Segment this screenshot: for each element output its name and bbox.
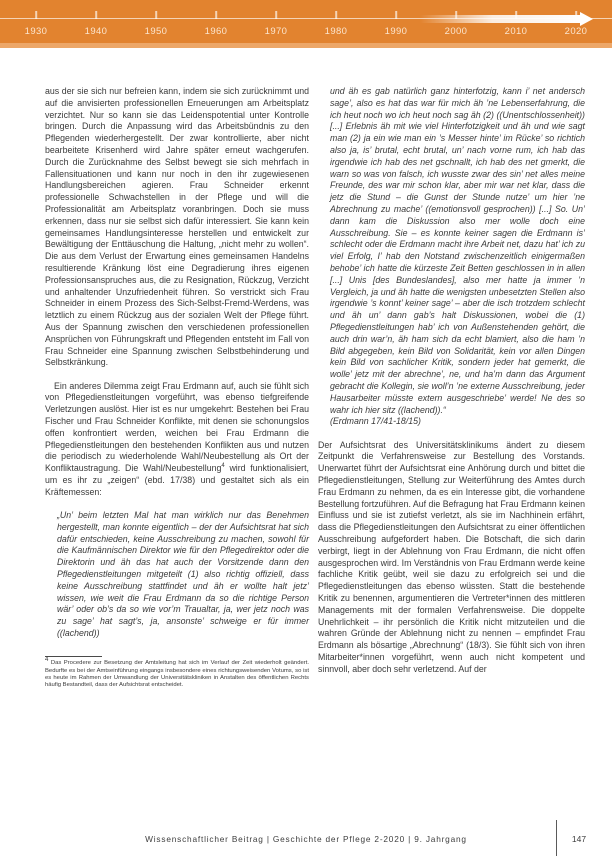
journal-footer-text: Wissenschaftlicher Beitrag | Geschichte der Pflege 2-2020 | 9. Jahrgang	[145, 834, 467, 844]
timeline-year-label: 1970	[264, 26, 288, 37]
timeline-tick	[35, 11, 37, 19]
timeline-tick	[335, 11, 337, 19]
footnote	[45, 656, 309, 690]
paragraph-text: Ein anderes Dilemma zeigt Frau Erdmann auf, auch sie fühlt sich von Pflegedienstleitungen vorgeführt, was ebenso tiefgreifende Verletzungen auslöst. Hier ist es nur umgekehrt: Bestehen bei Frau Fischer und Frau Schneider Konflikte, mit denen sie schonungslos offen konfrontiert werden, weichen bei Frau Erdmann die Pflegedienstleitungen den bestehenden Konflikten aus und nutzen die periodisch zu wiederholende Wahl/Neubestellung als Ort der Konfliktaustragung. Die Wahl/Neubestellung	[45, 380, 309, 474]
timeline-tick	[215, 11, 217, 19]
timeline-year-label: 1980	[324, 26, 348, 37]
paragraph-text: wird funktionalisiert, um es ihr zu „zeigen“ (ebd. 17/38) und gestaltet sich als ein Kräftemessen:	[45, 463, 309, 497]
interview-quote-continuation	[330, 86, 585, 428]
timeline-tick	[95, 11, 97, 19]
timeline-tick	[155, 11, 157, 19]
header-accent-strip	[0, 43, 612, 48]
footnote-text	[45, 657, 309, 689]
timeline-tick	[275, 11, 277, 19]
timeline-tick	[395, 11, 397, 19]
timeline-header	[0, 0, 612, 43]
timeline-year-label: 2010	[504, 26, 528, 37]
timeline-year-label: 1940	[84, 26, 108, 37]
timeline-year-label: 1960	[204, 26, 228, 37]
page-number: 147	[571, 834, 587, 844]
timeline-year-label: 1990	[384, 26, 408, 37]
timeline-year-label: 2020	[564, 26, 588, 37]
timeline-year-label: 1950	[144, 26, 168, 37]
footnote-number: 4	[45, 657, 49, 664]
timeline-year-label: 2000	[444, 26, 468, 37]
body-paragraph	[45, 381, 309, 499]
body-paragraph: aus der sie sich nur befreien kann, indem sie sich zurücknimmt und auf die anvisierten professionellen Erneuerungen am Arbeitsplatz verzichtet. Nur so kann sie das Leidenspotential unter Kontrolle bringen. Durch die Anpassung wird das Arbeitsbündnis zu den Pflegenden wiederhergestellt. Der zwar kontrollierte, aber nicht bearbeitete Krisenherd wird Jahre später erneut wachgerufen. Durch die Zurücknahme des Selbst bewegt sie sich mehrfach in Fallensituationen und kann nur noch in den ihr zugewiesenen Handlungsbereichen agieren. Frau Schneider erkennt professionelle Schwachstellen in der Pflege und will die Professionalität am Arbeitsplatz voranbringen. Doch sie muss erkennen, dass nur sie selbst sich dafür interessiert. Sie kann kein gemeinsames Handlungsinteresse herstellen und entwickelt zur Bewältigung der Enttäuschung die Haltung, „nicht mehr zu wollen“. Die aus dem Verlust der Erwartung eines gemeinsamen Handelns resultierende Kränkung löst eine Degradierung ihres eigenen Professionsanspruches aus, die zu Resignation, Rückzug, Verzicht und anhaltender Unzufriedenheit führen. So verstrickt sich Frau Schneider in einem Prozess des Sich-Selbst-Fremd-Werdens, was letztlich zu einem Rückzug aus der sozialen Welt der Pflege führt. Aus der Spannung zwischen den verschiedenen professionellen Ansprüchen von Führungskraft und Pflegenden entsteht im Fall von Frau Schneider eine Spannung zwischen Selbstbehinderung und Selbstkränkung.	[45, 86, 309, 368]
footnote-marker: 4	[221, 463, 225, 470]
quote-citation: (Erdmann 17/41-18/15)	[330, 416, 421, 427]
timeline-arrowhead-icon	[580, 12, 593, 26]
footnote-rule	[45, 656, 102, 657]
body-paragraph: Der Aufsichtsrat des Universitätsklinikums ändert zu diesem Zeitpunkt die Verfahrensweise zur Bestellung des Vorstands. Unerwartet führt der Aufsichtsrat eine Anhörung durch und bittet die Pflegedienstleitungen, Stellung zur Weiterführung des Amtes durch Frau Erdmann zu nehmen, da es ein Interesse gibt, die vorhandene Bestellung fortzuführen. Auf die Befragung hat Frau Erdmann keinen Einfluss und sie ist zutiefst verletzt, als sie im Nachhinein erfährt, dass die Pflegedienstleitungen den Aufsichtsrat zu einer öffentlichen Ausschreibung aufgefordert haben. Die Botschaft, die sich darin verbirgt, liegt in der Ablehnung von Frau Erdmann, die nicht offen ausgesprochen wird. Im Verständnis von Frau Erdmann werde keine fachliche Kritik geübt, weil sie dazu zu erfolgreich sei und die Pflegedienstleitungen das ebenso wüssten. Statt die bestehende Kritik zu benennen, argumentieren die Vertreter*innen des mittleren Managements mit der formalen Verfahrensweise. Die doppelte Unehrlichkeit – ihr persönlich die Kritik nicht mitzuteilen und die wahren Gründe der Ablehnung nicht zu nennen – empfindet Frau Erdmann als bösartige „Abrechnung“ (18/3). Sie fühlt sich von ihren Mitarbeiter*innen vorgeführt, wenn auch nicht kompetent und sinnvoll, aber doch sehr verletzend. Auf der	[318, 439, 586, 674]
timeline-year-label: 1930	[24, 26, 48, 37]
left-column	[45, 86, 309, 690]
footnote-body: Das Procedere zur Besetzung der Amtsleitung hat sich im Verlauf der Zeit wiederholt geändert. Bedurfte es bei der Amtseinführung eingangs insbesondere eines richtungsweisenden Votums, so ist es heute im Rahmen der Umwandlung der Universitätskliniken in Anstalten des öffentlichen Rechts häufig Bestandteil, dass der Aufsichtsrat entscheidet.	[45, 660, 309, 689]
quote-text: und äh es gab natürlich ganz hinterfotzig, kann i’ net andersch sage’, also es hat das war für mich äh ’ne Lebenserfahrung, die ich heut noch wo ich heut noch sag äh (2) ((Unentschlossenheit)) [...] Erlebnis äh mit wie viel Hinterfotzigkeit und äh und wie sagt man (2) ja ein wie man ein ’s Messer hinte’ im Rücke’ so richtich also ja, is’ brutal, echt brutal, un’ nach vorne rum, ich hab das irgendwie ich hab des net gschnallt, ich hab des net gmerkt, die warn so was von falsch, ich wusste zwar des sin’ net alles meine Freunde, des war mir schon klar, aber mir war net klar, dass die jetz die Stund – die Gunst der Stunde nutze’ um hier ’ne Abrechnung zu mache’ ((emotionsvoll gesprochen)) [...] So. Un’ dann kam die Diskussion also mer wolle doch eine Ausschreibung. Sie – es konnte keiner sagen die Erdmann is’ schlecht oder die Erdmann macht ihre Arbeit net, dazu hat’ ich zu viel Erfolg, I’ hab den Notstand zwischenzeitlich einigermaßen behobe’ ich hatte die kürzeste Zeit Betten geschlossen in in allen [...] Unis [des Bundeslandes], also mer hatte ja immer ’n Vergleich, ja und äh hatte die wenigsten unbesetzten Stellen also irgendwie ’s konnt’ keiner sage’ – aber die isch trotzdem schlecht und äh un’ dann gab’s halt Diskussionen, wobei die (1) Pflegedienstleitungen hab’ ich von Außenstehenden gehört, die auch drin war’n, äh ham sich da echt blamiert, also die ham ’n Bild abgegeben, kein Bild von Solidarität, kein vor allen Dingen kein Bild von sachlicher Kritik, sondern jeder hat gemerkt, die wolle’ jetz mit der abrechne’, ne, und ha’m dann das Argument gebracht die Kollegin, sie woll’n ’ne externe Ausschreibung, jeder Hausarbeiter müsste extern ausgeschriebe’ werde! Ne des so wahr ich hier sitz ((lachend)).“	[330, 86, 585, 415]
footer-divider	[556, 820, 557, 856]
interview-quote: „Un’ beim letzten Mal hat man wirklich nur das Benehmen hergestellt, man konnte eigentlich – der der Aufsichtsrat hat sich dafür entschieden, keine Ausschreibung zu machen, sowohl für die Kaufmännischen Direktor wie für den Pflegedirektor oder die Direktorin und äh das hat auch der Vorsitzende dann den Pflegedienstleitungen mitgeteilt (1) also richtig offiziell, dass keine Ausschreibung stattfindet und äh er wollte halt jetz’ wissen, wie weit die Frau Erdmann da so die richtige Person wär’ oder ob’s da so wie vor’m Traualtar, ja, wer jetz noch was zu sage’ hat sagt’s, ja, ansonste’ schweige er für immer ((lachend))	[57, 510, 309, 639]
timeline-arrow-icon	[420, 15, 580, 23]
right-column	[318, 86, 585, 687]
